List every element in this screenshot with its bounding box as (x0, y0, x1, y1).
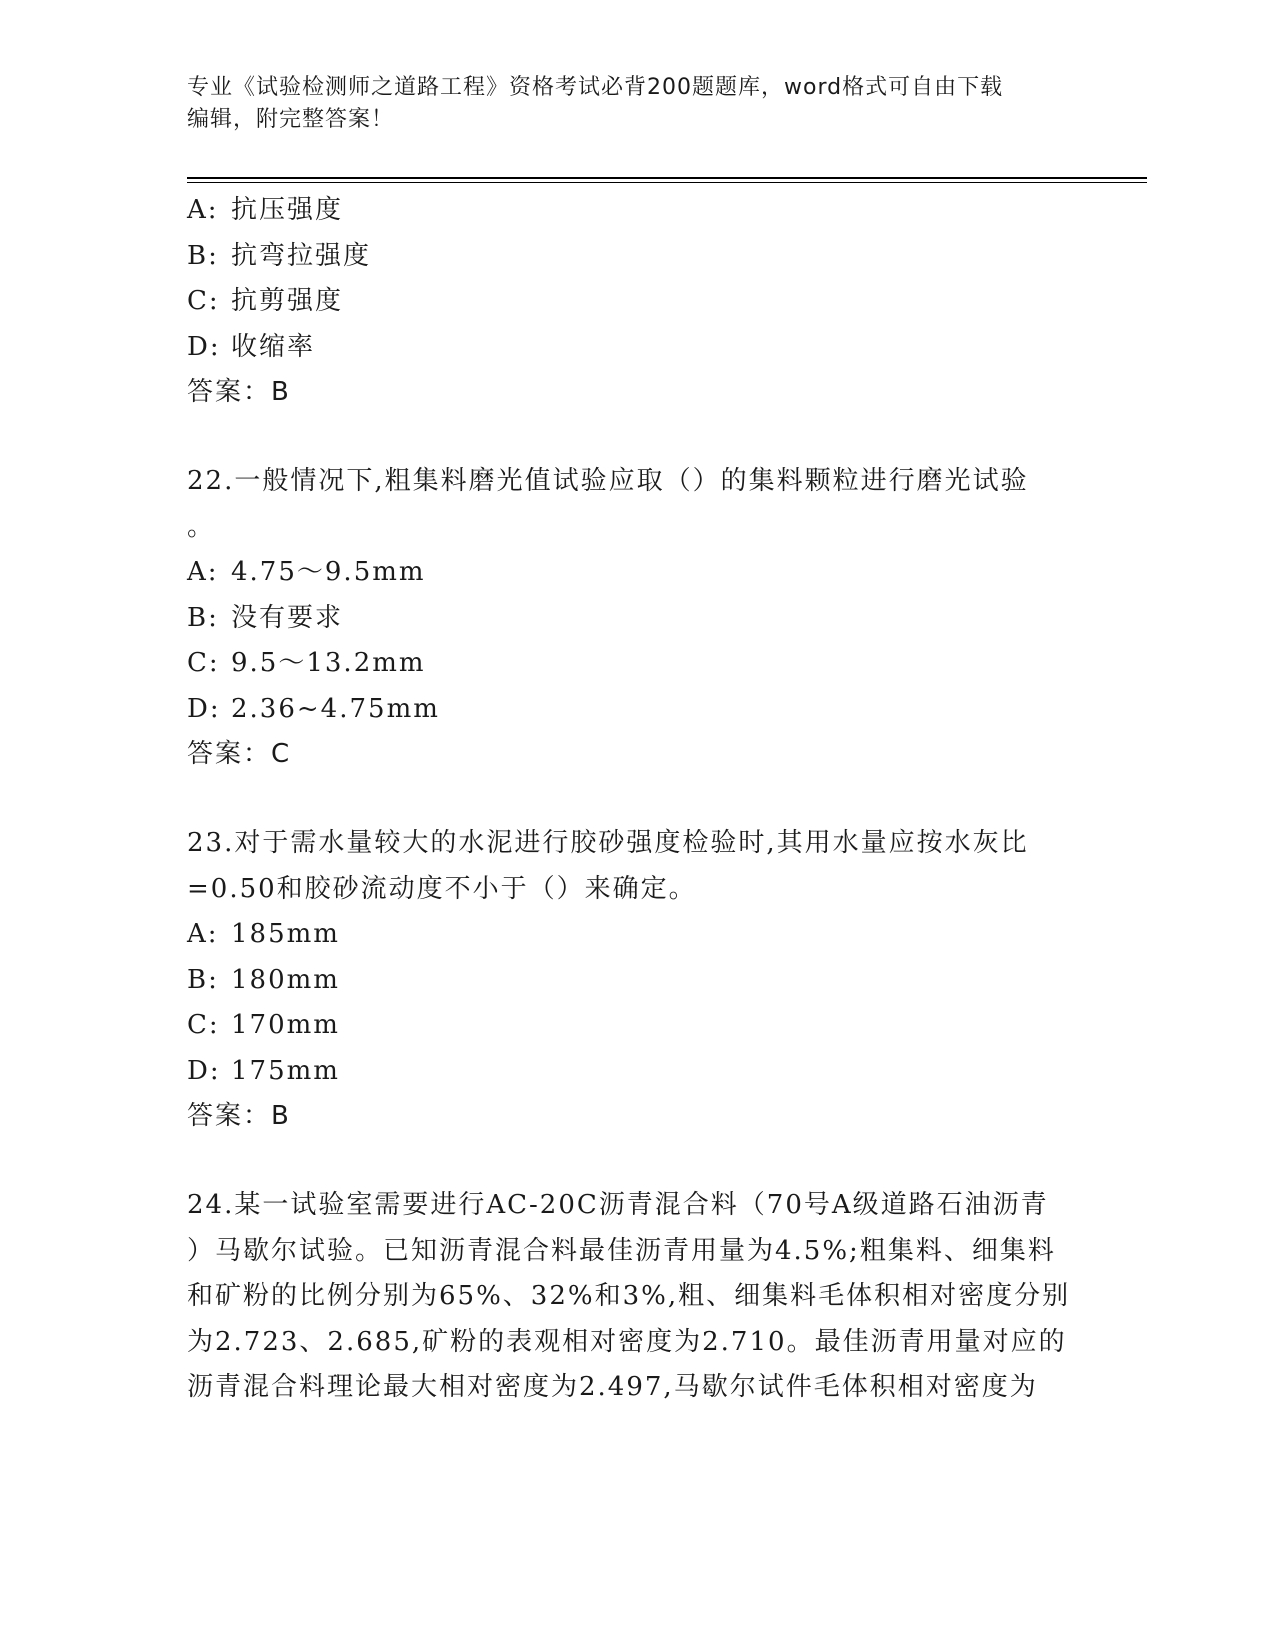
option-d (187, 325, 1087, 371)
option-key: C: (187, 1010, 220, 1040)
answer-line: 答案：C (187, 739, 292, 769)
header-rule-thick (187, 177, 1147, 179)
option-a (187, 188, 1087, 234)
option-key: D: (187, 693, 221, 724)
header-rule-thin (187, 182, 1147, 183)
option-text: 185mm (231, 919, 340, 949)
page-header (187, 72, 1087, 136)
question-24 (187, 1183, 1087, 1411)
option-a (187, 912, 1087, 958)
option-d (187, 1049, 1087, 1095)
option-text: 抗剪强度 (231, 286, 344, 316)
option-a (187, 550, 1087, 596)
question-stem-line: 23.对于需水量较大的水泥进行胶砂强度检验时,其用水量应按水灰比 (187, 828, 1029, 858)
spacer (187, 415, 1087, 459)
option-c (187, 1003, 1087, 1049)
option-key: D: (187, 1055, 221, 1086)
answer-line: 答案：B (187, 1101, 291, 1131)
question-stem-line: 24.某一试验室需要进行AC-20C沥青混合料（70号A级道路石油沥青 (187, 1190, 1049, 1220)
answer-line: 答案：B (187, 377, 291, 407)
option-text: 4.75～9.5mm (231, 557, 426, 587)
option-b (187, 958, 1087, 1004)
option-text: 9.5～13.2mm (231, 648, 426, 678)
question-stem-line: =0.50和胶砂流动度不小于（）来确定。 (187, 873, 697, 904)
option-text: 抗弯拉强度 (231, 240, 372, 271)
question-stem-line: 为2.723、2.685,矿粉的表观相对密度为2.710。最佳沥青用量对应的 (187, 1326, 1067, 1357)
option-key: A: (187, 557, 219, 587)
option-b (187, 234, 1087, 280)
question-22 (187, 459, 1087, 777)
option-text: 没有要求 (231, 602, 344, 633)
option-text: 收缩率 (231, 331, 316, 362)
option-text: 170mm (231, 1010, 340, 1040)
option-key: A: (187, 919, 219, 949)
header-line-1: 专业《试验检测师之道路工程》资格考试必背200题题库，word格式可自由下载 (187, 75, 1004, 100)
question-stem-line: ）马歇尔试验。已知沥青混合料最佳沥青用量为4.5%;粗集料、细集料 (187, 1235, 1056, 1266)
option-b (187, 596, 1087, 642)
header-line-2: 编辑，附完整答案！ (187, 107, 395, 132)
option-text: 180mm (231, 964, 340, 995)
option-c (187, 641, 1087, 687)
question-content (187, 188, 1087, 1411)
option-key: D: (187, 331, 221, 362)
question-21 (187, 188, 1087, 415)
option-d (187, 687, 1087, 733)
question-stem-line: 。 (187, 511, 216, 542)
option-text: 2.36~4.75mm (231, 693, 440, 724)
option-text: 抗压强度 (231, 195, 344, 225)
option-key: B: (187, 964, 219, 995)
option-key: B: (187, 240, 219, 271)
option-c (187, 279, 1087, 325)
option-key: C: (187, 648, 220, 678)
option-key: A: (187, 195, 219, 225)
option-key: C: (187, 286, 220, 316)
option-key: B: (187, 602, 219, 633)
question-stem-line: 沥青混合料理论最大相对密度为2.497,马歇尔试件毛体积相对密度为 (187, 1372, 1038, 1402)
question-23 (187, 821, 1087, 1139)
spacer (187, 777, 1087, 821)
question-stem-line: 和矿粉的比例分别为65%、32%和3%,粗、细集料毛体积相对密度分别 (187, 1281, 1071, 1311)
option-text: 175mm (231, 1055, 340, 1086)
spacer (187, 1139, 1087, 1183)
question-stem-line: 22.一般情况下,粗集料磨光值试验应取（）的集料颗粒进行磨光试验 (187, 466, 1029, 496)
